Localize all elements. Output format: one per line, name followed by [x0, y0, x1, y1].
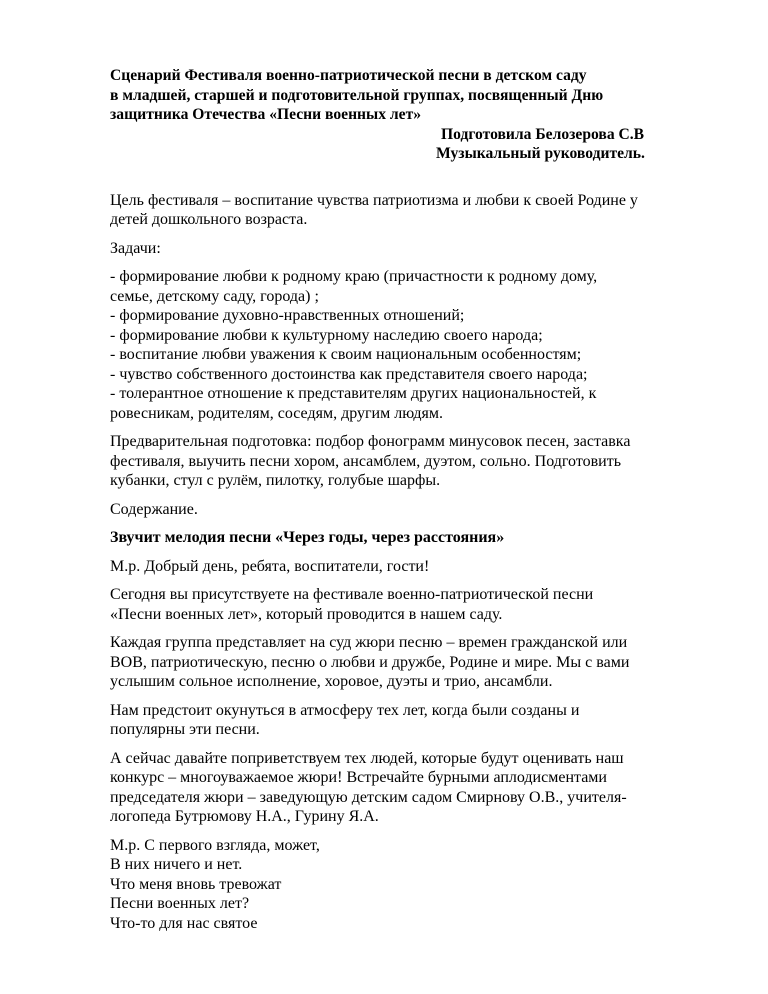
text-line: А сейчас давайте поприветствуем тех людей, которые будут оценивать наш [110, 749, 624, 767]
task-line: ровесникам, родителям, соседям, другим людям. [110, 404, 443, 422]
task-line: - формирование любви к родному краю (причастности к родному дому, [110, 268, 598, 285]
goal-paragraph [110, 191, 715, 230]
author-block [110, 125, 715, 164]
atmosphere-paragraph [110, 701, 715, 740]
task-line: - формирование любви к культурному наследию своего народа; [110, 326, 543, 344]
task-line: - воспитание любви уважения к своим национальным особенностям; [110, 346, 582, 363]
music-cue: Звучит мелодия песни «Через годы, через расстояния» [110, 529, 505, 546]
poem-line: М.р. С первого взгляда, может, [110, 836, 320, 854]
jury-paragraph [110, 749, 715, 827]
tasks-list [110, 267, 715, 423]
text-line: популярны эти песни. [110, 721, 260, 738]
text-line: Каждая группа представляет на суд жюри песню – времен гражданской или [110, 634, 628, 651]
text-line: председателя жюри – заведующую детским садом Смирнову О.В., учителя- [110, 788, 627, 806]
author-role: Музыкальный руководитель. [436, 145, 645, 162]
poem-stanza [110, 836, 715, 934]
text-line: услышим сольное исполнение, хоровое, дуэты и трио, ансамбли. [110, 673, 553, 690]
festival-paragraph [110, 585, 715, 624]
poem-line: Что меня вновь тревожат [110, 875, 282, 893]
text-line: Предварительная подготовка: подбор фонограмм минусовок песен, заставка [110, 433, 631, 450]
preparation-paragraph [110, 432, 715, 491]
task-line: - толерантное отношение к представителям других национальностей, к [110, 385, 597, 402]
title-line: в младшей, старшей и подготовительной группах, посвященный Дню [110, 86, 604, 104]
text-line: кубанки, стул с рулём, пилотку, голубые шарфы. [110, 472, 441, 489]
title-line: Сценарий Фестиваля военно-патриотической песни в детском саду [110, 67, 587, 84]
document-title [110, 66, 715, 125]
document-page [110, 66, 715, 942]
text-line: конкурс – многоуважаемое жюри! Встречайте бурными аплодисментами [110, 769, 607, 786]
groups-paragraph [110, 633, 715, 692]
task-line: - формирование духовно-нравственных отношений; [110, 307, 465, 324]
text-line: Цель фестиваля – воспитание чувства патриотизма и любви к своей Родине у [110, 191, 638, 209]
task-line: семье, детскому саду, города) ; [110, 287, 319, 305]
task-line: - чувство собственного достоинства как представителя своего народа; [110, 365, 588, 383]
text-line: Сегодня вы присутствуете на фестивале военно-патриотической песни [110, 586, 594, 603]
text-line: «Песни военных лет», который проводится в нашем саду. [110, 605, 503, 623]
text-line: детей дошкольного возраста. [110, 211, 308, 228]
author-name: Подготовила Белозерова С.В [441, 125, 645, 143]
spacer [110, 164, 715, 191]
tasks-heading: Задачи: [110, 239, 161, 257]
title-line: защитника Отечества «Песни военных лет» [110, 106, 422, 123]
text-line: Нам предстоит окунуться в атмосферу тех лет, когда были созданы и [110, 701, 580, 719]
text-line: фестиваля, выучить песни хором, ансамблем, дуэтом, сольно. Подготовить [110, 452, 622, 470]
poem-line: Песни военных лет? [110, 895, 250, 912]
greeting-paragraph: М.р. Добрый день, ребята, воспитатели, гости! [110, 557, 430, 575]
text-line: логопеда Бутрюмову Н.А., Гурину Я.А. [110, 808, 379, 825]
poem-line: Что-то для нас святое [110, 914, 258, 932]
text-line: ВОВ, патриотическую, песню о любви и дружбе, Родине и мире. Мы с вами [110, 653, 630, 671]
content-heading: Содержание. [110, 500, 198, 518]
poem-line: В них ничего и нет. [110, 856, 243, 873]
